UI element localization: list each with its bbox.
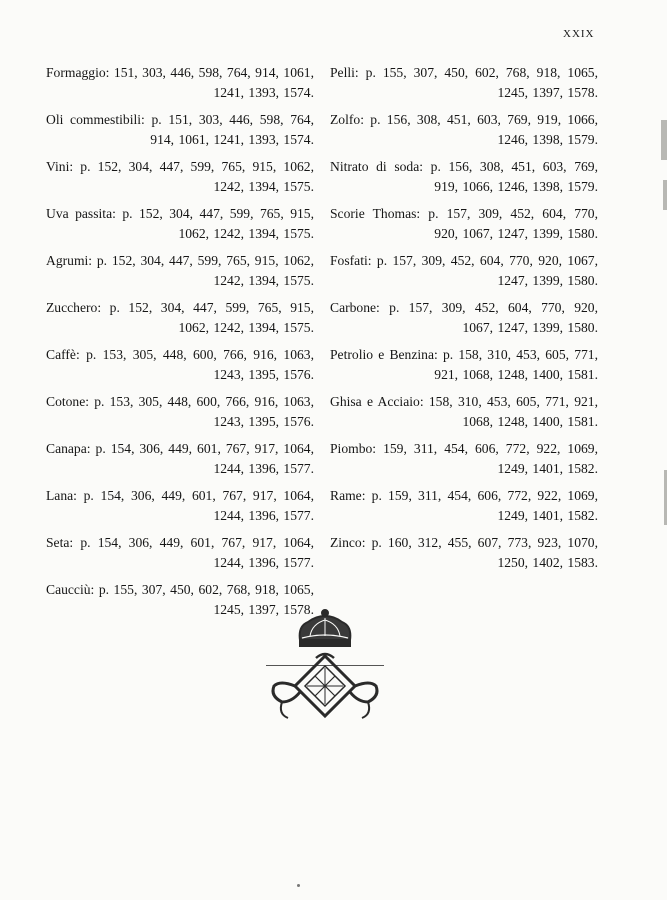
index-entry-nitrato-di-soda: Nitrato di soda: p. 156, 308, 451, 603, 769, 919, 1066, 1246, 1398, 1579. [330,159,598,194]
index-entry-fosfati: Fosfati: p. 157, 309, 452, 604, 770, 920, 1067, 1247, 1399, 1580. [330,253,598,288]
crowned-knot-emblem-icon [260,606,390,746]
scan-edge-mark [663,180,667,210]
index-entry-agrumi: Agrumi: p. 152, 304, 447, 599, 765, 915, 1062, 1242, 1394, 1575. [46,253,314,288]
index-entry-ghisa-e-acciaio: Ghisa e Acciaio: 158, 310, 453, 605, 771, 921, 1068, 1248, 1400, 1581. [330,394,598,429]
index-entry-formaggio: Formaggio: 151, 303, 446, 598, 764, 914, 1061, 1241, 1393, 1574. [46,65,314,100]
index-entry-petrolio-e-benzina: Petrolio e Benzina: p. 158, 310, 453, 605, 771, 921, 1068, 1248, 1400, 1581. [330,347,598,382]
page-number: XXIX [563,28,595,40]
crown-icon [300,610,351,646]
index-entry-piombo: Piombo: 159, 311, 454, 606, 772, 922, 1069, 1249, 1401, 1582. [330,441,598,476]
knot-icon [273,654,377,718]
index-entry-canapa: Canapa: p. 154, 306, 449, 601, 767, 917, 1064, 1244, 1396, 1577. [46,441,314,476]
index-entry-seta: Seta: p. 154, 306, 449, 601, 767, 917, 1064, 1244, 1396, 1577. [46,535,314,570]
index-entry-zucchero: Zucchero: p. 152, 304, 447, 599, 765, 915, 1062, 1242, 1394, 1575. [46,300,314,335]
index-entry-lana: Lana: p. 154, 306, 449, 601, 767, 917, 1064, 1244, 1396, 1577. [46,488,314,523]
index-entry-vini: Vini: p. 152, 304, 447, 599, 765, 915, 1062, 1242, 1394, 1575. [46,159,314,194]
scan-speck [297,884,300,887]
index-entry-cauccìu: Caucciù: p. 155, 307, 450, 602, 768, 918, 1065, 1245, 1397, 1578. [46,582,314,617]
scan-edge-mark [661,120,667,160]
index-entry-pelli: Pelli: p. 155, 307, 450, 602, 768, 918, 1065, 1245, 1397, 1578. [330,65,598,100]
index-column-left [46,63,314,627]
index-entry-oli-commestibili: Oli commestibili: p. 151, 303, 446, 598, 764, 914, 1061, 1241, 1393, 1574. [46,112,314,147]
index-entry-caffe: Caffè: p. 153, 305, 448, 600, 766, 916, 1063, 1243, 1395, 1576. [46,347,314,382]
index-entry-scorie-thomas: Scorie Thomas: p. 157, 309, 452, 604, 770, 920, 1067, 1247, 1399, 1580. [330,206,598,241]
index-entry-rame: Rame: p. 159, 311, 454, 606, 772, 922, 1069, 1249, 1401, 1582. [330,488,598,523]
index-entry-zinco: Zinco: p. 160, 312, 455, 607, 773, 923, 1070, 1250, 1402, 1583. [330,535,598,570]
index-entry-carbone: Carbone: p. 157, 309, 452, 604, 770, 920, 1067, 1247, 1399, 1580. [330,300,598,335]
index-entry-zolfo: Zolfo: p. 156, 308, 451, 603, 769, 919, 1066, 1246, 1398, 1579. [330,112,598,147]
index-entry-uva-passita: Uva passita: p. 152, 304, 447, 599, 765, 915, 1062, 1242, 1394, 1575. [46,206,314,241]
index-column-right [330,63,598,580]
index-entry-cotone: Cotone: p. 153, 305, 448, 600, 766, 916, 1063, 1243, 1395, 1576. [46,394,314,429]
